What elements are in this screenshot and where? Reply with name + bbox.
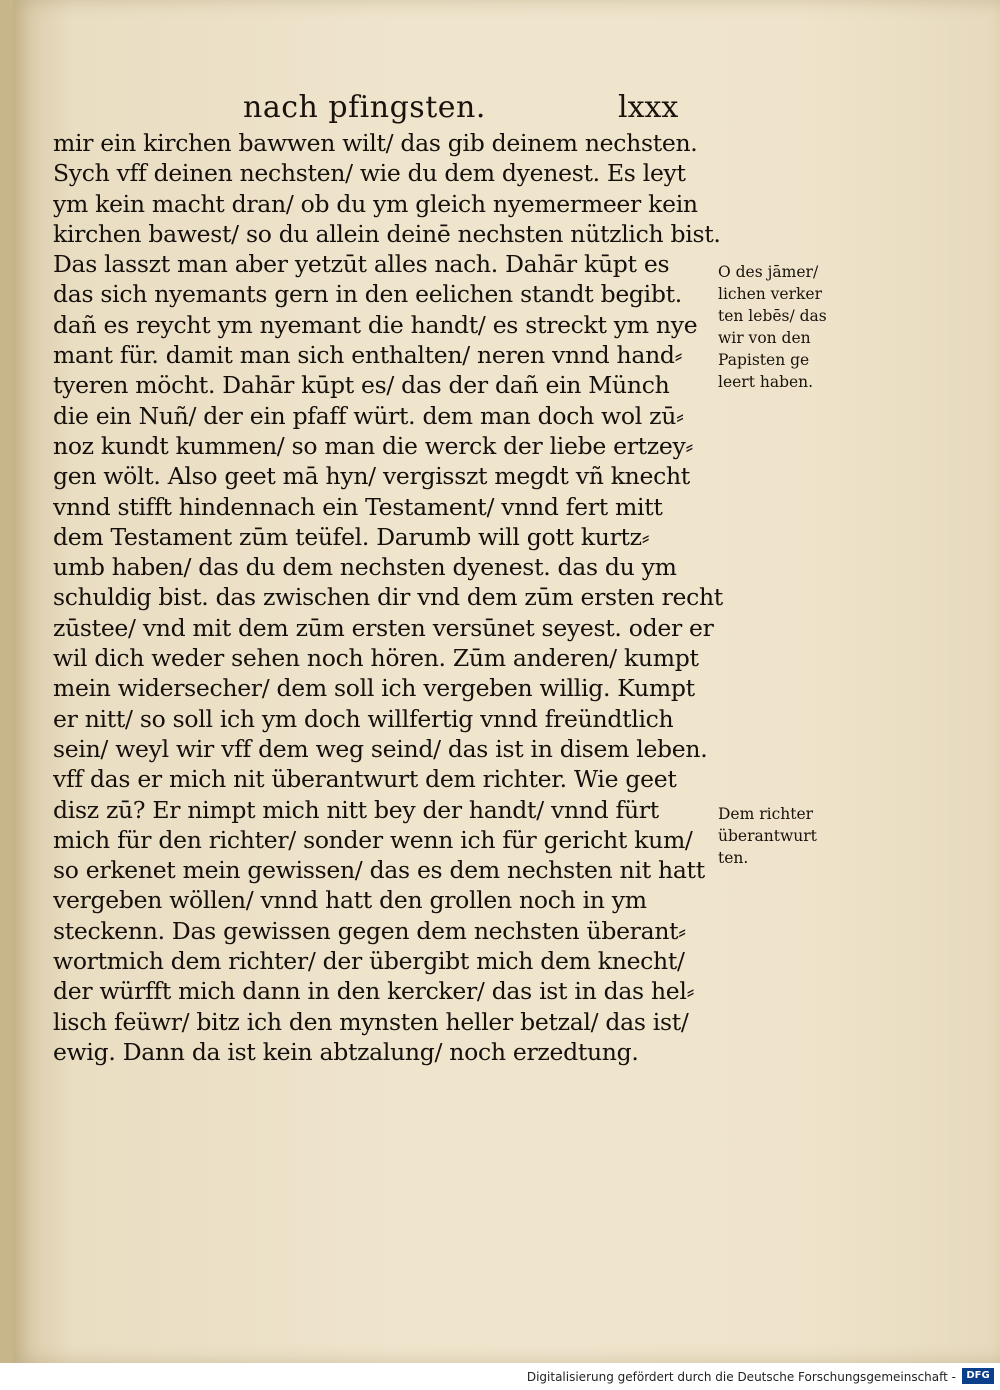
text-line: schuldig bist. das zwischen dir vnd dem zūm ersten recht bbox=[53, 583, 723, 612]
text-line: sein/ weyl wir vff dem weg seind/ das ist in disem leben. bbox=[53, 734, 708, 763]
text-line: mir ein kirchen bawwen wilt/ das gib deinem nechsten. bbox=[53, 129, 698, 157]
marginal-note-line: ten. bbox=[718, 849, 749, 867]
running-head bbox=[13, 90, 1000, 130]
text-line: umb haben/ das du dem nechsten dyenest. das du ym bbox=[53, 553, 677, 582]
text-line: zūstee/ vnd mit dem zūm ersten versūnet seyest. oder er bbox=[53, 613, 714, 642]
marginal-note-line: wir von den bbox=[718, 329, 811, 347]
funding-credit: Digitalisierung gefördert durch die Deutsche Forschungsgemeinschaft - bbox=[526, 1370, 956, 1384]
text-line: vff das er mich nit überantwurt dem richter. Wie geet bbox=[53, 765, 677, 794]
text-line: so erkenet mein gewissen/ das es dem nechsten nit hatt bbox=[53, 856, 705, 885]
folio-number: lxxx bbox=[618, 90, 679, 125]
marginal-note-line: Dem richter bbox=[718, 805, 814, 823]
text-line: vnnd stifft hindennach ein Testament/ vnnd fert mitt bbox=[53, 492, 663, 521]
text-line: noz kundt kummen/ so man die werck der liebe ertzey⸗ bbox=[53, 431, 694, 460]
dfg-logo: DFG bbox=[962, 1368, 994, 1384]
marginal-note-line: leert haben. bbox=[718, 373, 814, 391]
text-line: das sich nyemants gern in den eelichen standt begibt. bbox=[53, 280, 682, 309]
text-line: gen wölt. Also geet mā hyn/ vergisszt megdt vñ knecht bbox=[53, 462, 690, 491]
text-line: Das lasszt man aber yetzūt alles nach. Dahār kūpt es bbox=[53, 250, 670, 279]
text-line: mein widersecher/ dem soll ich vergeben willig. Kumpt bbox=[53, 674, 695, 703]
marginal-note bbox=[718, 803, 848, 869]
marginal-note-line: ten lebēs/ das bbox=[718, 307, 827, 325]
marginal-note-line: O des jāmer/ bbox=[718, 263, 819, 281]
text-line: wortmich dem richter/ der übergibt mich dem knecht/ bbox=[53, 947, 685, 976]
text-line: disz zū? Er nimpt mich nitt bey der handt/ vnnd fürt bbox=[53, 795, 659, 824]
text-line: die ein Nuñ/ der ein pfaff würt. dem man doch wol zū⸗ bbox=[53, 401, 684, 430]
text-line: dem Testament zūm teüfel. Darumb will gott kurtz⸗ bbox=[53, 522, 650, 551]
marginal-note-line: überantwurt bbox=[718, 827, 817, 845]
marginal-note-line: Papisten ge bbox=[718, 351, 810, 369]
text-line: Sych vff deinen nechsten/ wie du dem dyenest. Es leyt bbox=[53, 159, 686, 188]
text-line: vergeben wöllen/ vnnd hatt den grollen noch in ym bbox=[53, 886, 647, 915]
page-edge bbox=[0, 0, 13, 1363]
text-line: mant für. damit man sich enthalten/ neren vnnd hand⸗ bbox=[53, 341, 683, 370]
book-page bbox=[13, 0, 1000, 1363]
text-line: ym kein macht dran/ ob du ym gleich nyemermeer kein bbox=[53, 189, 698, 218]
text-line: kirchen bawest/ so du allein deinē nechsten nützlich bist. bbox=[53, 219, 721, 248]
text-line: er nitt/ so soll ich ym doch willfertig vnnd freündtlich bbox=[53, 704, 674, 733]
text-line: ewig. Dann da ist kein abtzalung/ noch erzedtung. bbox=[53, 1037, 639, 1066]
text-line: wil dich weder sehen noch hören. Zūm anderen/ kumpt bbox=[53, 644, 699, 673]
text-line: tyeren möcht. Dahār kūpt es/ das der dañ ein Münch bbox=[53, 371, 670, 400]
text-line: der würfft mich dann in den kercker/ das ist in das hel⸗ bbox=[53, 977, 695, 1006]
marginal-note-line: lichen verker bbox=[718, 285, 822, 303]
running-head-title: nach pfingsten. bbox=[243, 90, 486, 125]
footer-bar bbox=[0, 1363, 1000, 1390]
body-text bbox=[53, 128, 728, 1067]
text-line: steckenn. Das gewissen gegen dem nechsten überant⸗ bbox=[53, 916, 686, 945]
text-line: lisch feüwr/ bitz ich den mynsten heller betzal/ das ist/ bbox=[53, 1007, 689, 1036]
marginal-note bbox=[718, 261, 848, 393]
text-line: dañ es reycht ym nyemant die handt/ es streckt ym nye bbox=[53, 310, 698, 339]
text-line: mich für den richter/ sonder wenn ich für gericht kum/ bbox=[53, 825, 693, 854]
